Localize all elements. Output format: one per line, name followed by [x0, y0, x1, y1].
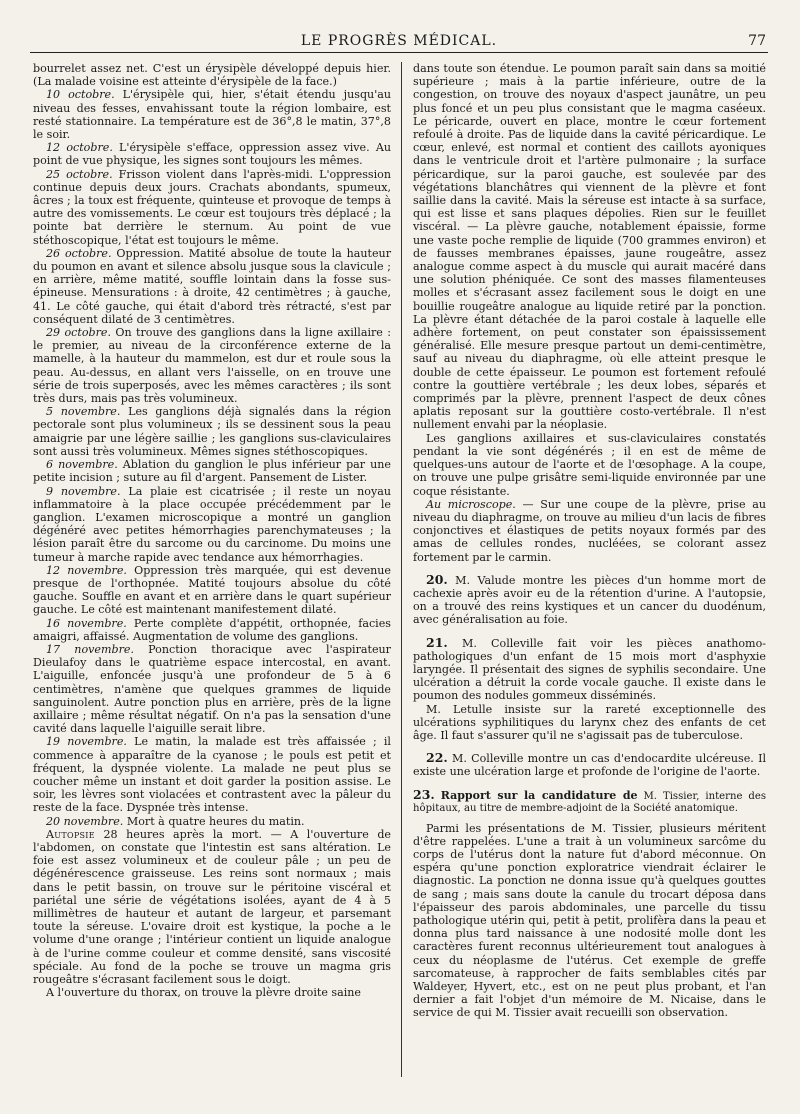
paragraph-text: Perte complète d'appétit, orthopnée, facies amaigri, affaissé. Augmentation de volume des ganglions.	[33, 616, 391, 643]
item-number: 20.	[426, 571, 448, 587]
entry-date: 6 novembre.	[46, 458, 118, 472]
paragraph	[413, 786, 766, 816]
paragraph-text: M. Letulle insiste sur la rareté exceptionnelle des ulcérations syphilitiques du larynx chez des enfants de cet âge. Il faut s'assurer qu'il ne s'agissait pas de tuberculose.	[413, 702, 766, 742]
paragraph-text: M. Colleville montre un cas d'endocardite ulcéreuse. Il existe une ulcération large et profonde de l'origine de l'aorte.	[413, 752, 766, 779]
paragraph	[33, 168, 391, 247]
entry-date: 29 octobre.	[46, 326, 112, 340]
paragraph	[33, 88, 391, 141]
paragraph	[33, 458, 391, 484]
entry-date: 17 novembre.	[46, 642, 134, 656]
paragraph	[33, 247, 391, 326]
item-number: 21.	[426, 634, 448, 650]
section-lead: Au microscope.	[426, 497, 516, 511]
paragraph-text: bourrelet assez net. C'est un érysipèle développé depuis hier. (La malade voisine est atteinte d'érysipèle de la face.)	[33, 62, 391, 89]
entry-date: 9 novembre.	[46, 484, 121, 498]
column-divider	[401, 62, 402, 1077]
page-number: 77	[748, 33, 766, 49]
paragraph-text: Frisson violent dans l'après-midi. L'oppression continue depuis deux jours. Crachats abondants, spumeux, âcres ; la toux est fréquente, quinteuse et provoque de temps à autre des vomissements. Le cœur est toujours très déplacé ; la pointe bat derrière le sternum. Au point de vue stéthoscopique, l'état est toujours le même.	[33, 167, 391, 247]
paragraph	[33, 735, 391, 814]
right-column	[413, 62, 766, 1020]
paragraph-text: Les ganglions déjà signalés dans la région pectorale sont plus volumineux ; ils se dessinent sous la peau amaigrie par une légère saillie ; les ganglions sus-claviculaires sont aussi très volumineux. Mêmes signes stéthoscopiques.	[33, 405, 391, 458]
paragraph	[413, 636, 766, 703]
paragraph-text: Ablation du ganglion le plus inférieur par une petite incision ; suture au fil d'argent. Pansement de Lister.	[33, 458, 391, 485]
paragraph	[33, 62, 391, 88]
entry-date: 12 novembre.	[46, 563, 127, 577]
entry-date: 16 novembre.	[46, 616, 127, 630]
paragraph	[33, 405, 391, 458]
report-title: Rapport sur la candidature de	[440, 788, 638, 802]
left-column	[33, 62, 391, 999]
paragraph-text: Le matin, la malade est très affaissée ; il commence à apparaître de la cyanose ; le pouls est petit et fréquent, la dyspnée violente. La malade ne peut plus se coucher même un instant et doit garder la position assise. Le soir, les lèvres sont violacées et contrastent avec la pâleur du reste de la face. Dyspnée très intense.	[33, 735, 391, 815]
paragraph	[413, 751, 766, 778]
paragraph-text: On trouve des ganglions dans la ligne axillaire : le premier, au niveau de la circonférence externe de la mamelle, à la hauteur du mammelon, est dur et roule sous la peau. Au-dessus, en allant vers l'aisselle, on en trouve une série de trois superposés, avec les mêmes caractères ; ils sont très durs, mais pas très volumineux.	[33, 326, 391, 406]
paragraph	[413, 573, 766, 627]
section-lead: Autopsie	[46, 827, 95, 841]
entry-date: 19 novembre.	[46, 735, 127, 749]
paragraph-text: Mort à quatre heures du matin.	[123, 814, 305, 828]
entry-date: 26 octobre.	[46, 246, 112, 260]
running-header	[30, 28, 768, 53]
paragraph-text: dans toute son étendue. Le poumon paraît sain dans sa moitié supérieure ; mais à la partie inférieure, outre de la congestion, on trouve des noyaux d'aspect jaunâtre, un peu plus foncé et un peu plus consistant que le magma caséeux. Le péricarde, ouvert en place, montre le cœur fortement refoulé à droite. Pas de liquide dans la cavité péricardique. Le cœur, enlevé, est normal et contient des caillots ayoniques dans le ventricule droit et l'artère pulmonaire ; la surface péricardique, sur la paroi gauche, est soulevée par des végétations blanchâtres qui viennent de la plèvre et font saillie dans la cavité. Mais la séreuse est intacte à sa surface, qui est lisse et sans plaques dépolies. Rien sur le feuillet viscéral. — La plèvre gauche, notablement épaissie, forme une vaste poche remplie de liquide (700 grammes environ) et de fausses membranes épaisses, jaune rougeâtre, assez analogue comme aspect à du muscle qui aurait macéré dans une solution phéniquée. Ce sont des masses filamenteuses molles et s'écrasant assez facilement sous le doigt en une bouillie rougeâtre analogue au liquide retiré par la ponction. La plèvre étant détachée de la paroi costale à laquelle elle adhère fortement, on peut constater son épaississement généralisé. Elle mesure presque partout un demi-centimètre, sauf au niveau du diaphragme, où elle atteint presque le double de cette épaisseur. Le poumon est fortement refoulé contre la gouttière vertébrale ; les deux lobes, séparés et comprimés par la plèvre, prennent l'aspect de deux cônes aplatis reposant sur la gouttière costo-vertébrale. Il n'est nullement envahi par la néoplasie.	[413, 62, 766, 432]
entry-date: 5 novembre.	[46, 405, 121, 419]
paragraph	[33, 485, 391, 564]
entry-date: 10 octobre.	[46, 88, 115, 102]
paragraph	[33, 326, 391, 405]
paragraph-text: L'érysipèle s'efface, oppression assez vive. Au point de vue physique, les signes sont toujours les mêmes.	[33, 141, 392, 168]
journal-title: LE PROGRÈS MÉDICAL.	[300, 33, 498, 49]
paragraph	[33, 141, 391, 167]
entry-date: 25 octobre.	[46, 167, 113, 181]
paragraph	[33, 815, 391, 828]
paragraph	[413, 62, 766, 432]
paragraph-text: 28 heures après la mort. — A l'ouverture de l'abdomen, on constate que l'intestin est sans altération. Le foie est assez volumineux et de couleur pâle ; un peu de dégénérescence graisseuse. Les reins sont normaux ; mais dans le petit bassin, on trouve sur le péritoine viscéral et pariétal une série de végétations isolées, ayant de 4 à 5 millimètres de hauteur et autant de largeur, et parsemant toute la séreuse. L'ovaire droit est kystique, la poche a le volume d'une orange ; l'intérieur contient un liquide analogue à de l'urine comme couleur et comme densité, sans viscosité spéciale. Au fond de la poche se trouve un magma gris rougeâtre s'écrasant facilement sous le doigt.	[33, 827, 391, 987]
paragraph-text: Ponction thoracique avec l'aspirateur Dieulafoy dans le quatrième espace intercostal, en avant. L'aiguille, enfoncée jusqu'à une profondeur de 5 à 6 centimètres, n'amène que quelques grammes de liquide sanguinolent. Autre ponction plus en arrière, près de la ligne axillaire ; même résultat négatif. On n'a pas la sensation d'une cavité dans laquelle l'aiguille serait libre.	[33, 642, 391, 736]
entry-date: 20 novembre.	[46, 814, 124, 828]
paragraph	[413, 703, 766, 743]
paragraph-text: M. Valude montre les pièces d'un homme mort de cachexie après avoir eu de la rétention d'urine. A l'autopsie, on a trouvé des reins kystiques et un cancer du duodénum, avec généralisation au foie.	[413, 573, 766, 627]
paragraph-text: — Sur une coupe de la plèvre, prise au niveau du diaphragme, on trouve au milieu d'un lacis de fibres conjonctives et élastiques de petits noyaux formés par des amas de cellules rondes, nucléées, se colorant assez fortement par le carmin.	[413, 497, 766, 564]
paragraph	[413, 822, 766, 1020]
paragraph	[33, 564, 391, 617]
item-number: 23.	[413, 786, 435, 802]
entry-date: 12 octobre.	[46, 141, 113, 155]
paragraph-text: M. Tissier, interne des hôpitaux, au titre de membre-adjoint de la Société anatomique.	[413, 790, 766, 815]
paragraph	[33, 617, 391, 643]
paragraph-text: Parmi les présentations de M. Tissier, plusieurs méritent d'être rappelées. L'une a trait à un volumineux sarcôme du corps de l'utérus dont la nature fut d'abord méconnue. On espéra qu'une ponction exploratrice viendrait éclairer le diagnostic. La ponction ne donna issue qu'à quelques gouttes de sang ; mais sans doute la canule du trocart déposa dans l'épaisseur des parois abdominales, une parcelle du tissu pathologique utérin qui, petit à petit, prolifèra dans la peau et donna plus tard naissance à une nodosité molle dont les caractères furent reconnus ultérieurement tout analogues à ceux du néoplasme de l'utérus. Cet exemple de greffe sarcomateuse, à rapprocher de faits semblables cités par Waldeyer, Hyvert, etc., est on ne peut plus probant, et l'an dernier a fait l'objet d'un mémoire de M. Nicaise, dans le service de qui M. Tissier avait recueilli son observation.	[413, 821, 766, 1020]
paragraph-text: M. Colleville fait voir les pièces anathomo-pathologiques d'un enfant de 15 mois mort d'asphyxie laryngée. Il présentait des signes de syphilis secondaire. Une ulcération a détruit la corde vocale gauche. Il existe dans le poumon des nodules gommeux disséminés.	[413, 636, 766, 703]
item-number: 22.	[426, 750, 448, 766]
paragraph-text: Oppression très marquée, qui est devenue presque de l'orthopnée. Matité toujours absolue du côté gauche. Souffle en avant et en arrière dans le quart supérieur gauche. Le côté est maintenant manifestement dilaté.	[33, 563, 391, 617]
paragraph	[33, 643, 391, 735]
paragraph-text: L'érysipèle qui, hier, s'était étendu jusqu'au niveau des fesses, envahissant toute la région lombaire, est resté stationnaire. La température est de 36°,8 le matin, 37°,8 le soir.	[33, 88, 392, 142]
paragraph-text: Oppression. Matité absolue de toute la hauteur du poumon en avant et silence absolu jusque sous la clavicule ; en arrière, même matité, souffle lointain dans la fosse sus-épineuse. Mensurations : à droite, 42 centimètres ; à gauche, 41. Le côté gauche, qui était d'abord très rétracté, s'est par conséquent dilaté de 3 centimètres.	[33, 246, 391, 326]
paragraph	[33, 986, 391, 999]
paragraph-text: Les ganglions axillaires et sus-claviculaires constatés pendant la vie sont dégénérés ; il en est de même de quelques-uns autour de l'aorte et de l'œsophage. A la coupe, on trouve une pulpe grisâtre semi-liquide environnée par une coque résistante.	[413, 431, 766, 498]
paragraph	[413, 432, 766, 498]
paragraph	[33, 828, 391, 986]
paragraph	[413, 498, 766, 564]
paragraph-text: La plaie est cicatrisée ; il reste un noyau inflammatoire à la place occupée précédemment par le ganglion. L'examen microscopique a montré un ganglion dégénéré avec petites hémorrhagies parenchymateuses ; la lésion paraît être du sarcome ou du carcinome. Du moins une tumeur à marche rapide avec tendance aux hémorrhagies.	[33, 484, 391, 564]
paragraph-text: A l'ouverture du thorax, on trouve la plèvre droite saine	[46, 986, 361, 1000]
